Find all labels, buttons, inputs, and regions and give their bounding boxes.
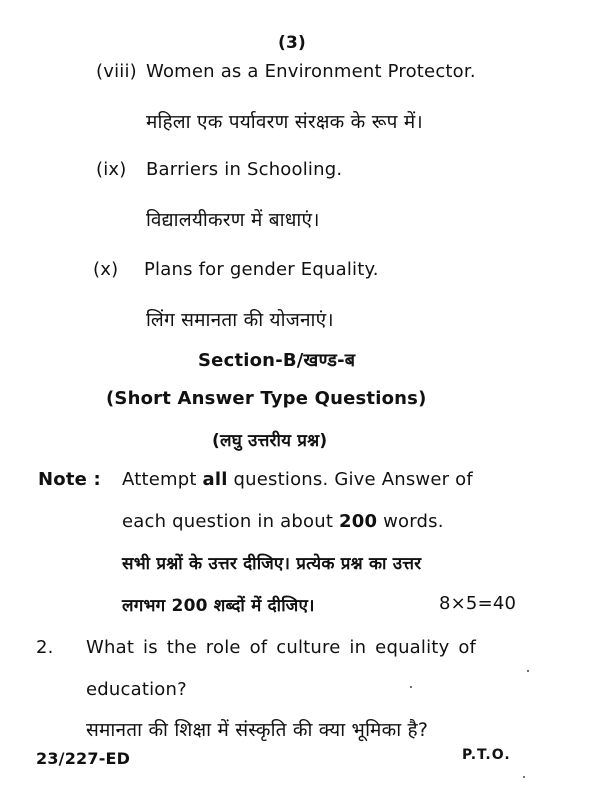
note-hindi-line-2: लगभग 200 शब्दों में दीजिए। — [122, 596, 315, 616]
item-text-hi: महिला एक पर्यावरण संरक्षक के रूप में। — [146, 111, 423, 133]
item-number: (viii) — [96, 61, 137, 82]
scan-speck — [410, 686, 412, 688]
note-line-1: Attempt all questions. Give Answer of — [122, 469, 473, 490]
section-subtitle: (Short Answer Type Questions) — [106, 388, 427, 409]
scan-speck — [523, 776, 525, 778]
marks-allocation: 8×5=40 — [439, 593, 517, 614]
item-text-hi: लिंग समानता की योजनाएं। — [146, 309, 334, 331]
note-label: Note : — [38, 469, 101, 490]
section-title: Section-B/खण्ड-ब — [198, 350, 356, 371]
pto-label: P.T.O. — [462, 747, 511, 763]
page-number: (3) — [278, 33, 306, 53]
question-number: 2. — [36, 637, 54, 658]
item-text-hi: विद्यालयीकरण में बाधाएं। — [146, 209, 320, 231]
note-line-2: each question in about 200 words. — [122, 511, 444, 532]
scan-speck — [527, 670, 529, 672]
section-subtitle-hi: (लघु उत्तरीय प्रश्न) — [212, 431, 328, 451]
item-text-en: Women as a Environment Protector. — [146, 61, 476, 82]
question-line-2: education? — [86, 679, 187, 700]
item-text-en: Barriers in Schooling. — [146, 159, 343, 180]
item-number: (x) — [93, 259, 119, 280]
item-text-en: Plans for gender Equality. — [144, 259, 379, 280]
question-hindi: समानता की शिक्षा में संस्कृति की क्या भूमिका है? — [86, 719, 429, 741]
item-number: (ix) — [96, 159, 127, 180]
note-hindi-line-1: सभी प्रश्नों के उत्तर दीजिए। प्रत्येक प्रश्न का उत्तर — [122, 554, 422, 574]
paper-code: 23/227-ED — [36, 749, 131, 768]
question-line-1: What is the role of culture in equality of — [86, 637, 477, 658]
